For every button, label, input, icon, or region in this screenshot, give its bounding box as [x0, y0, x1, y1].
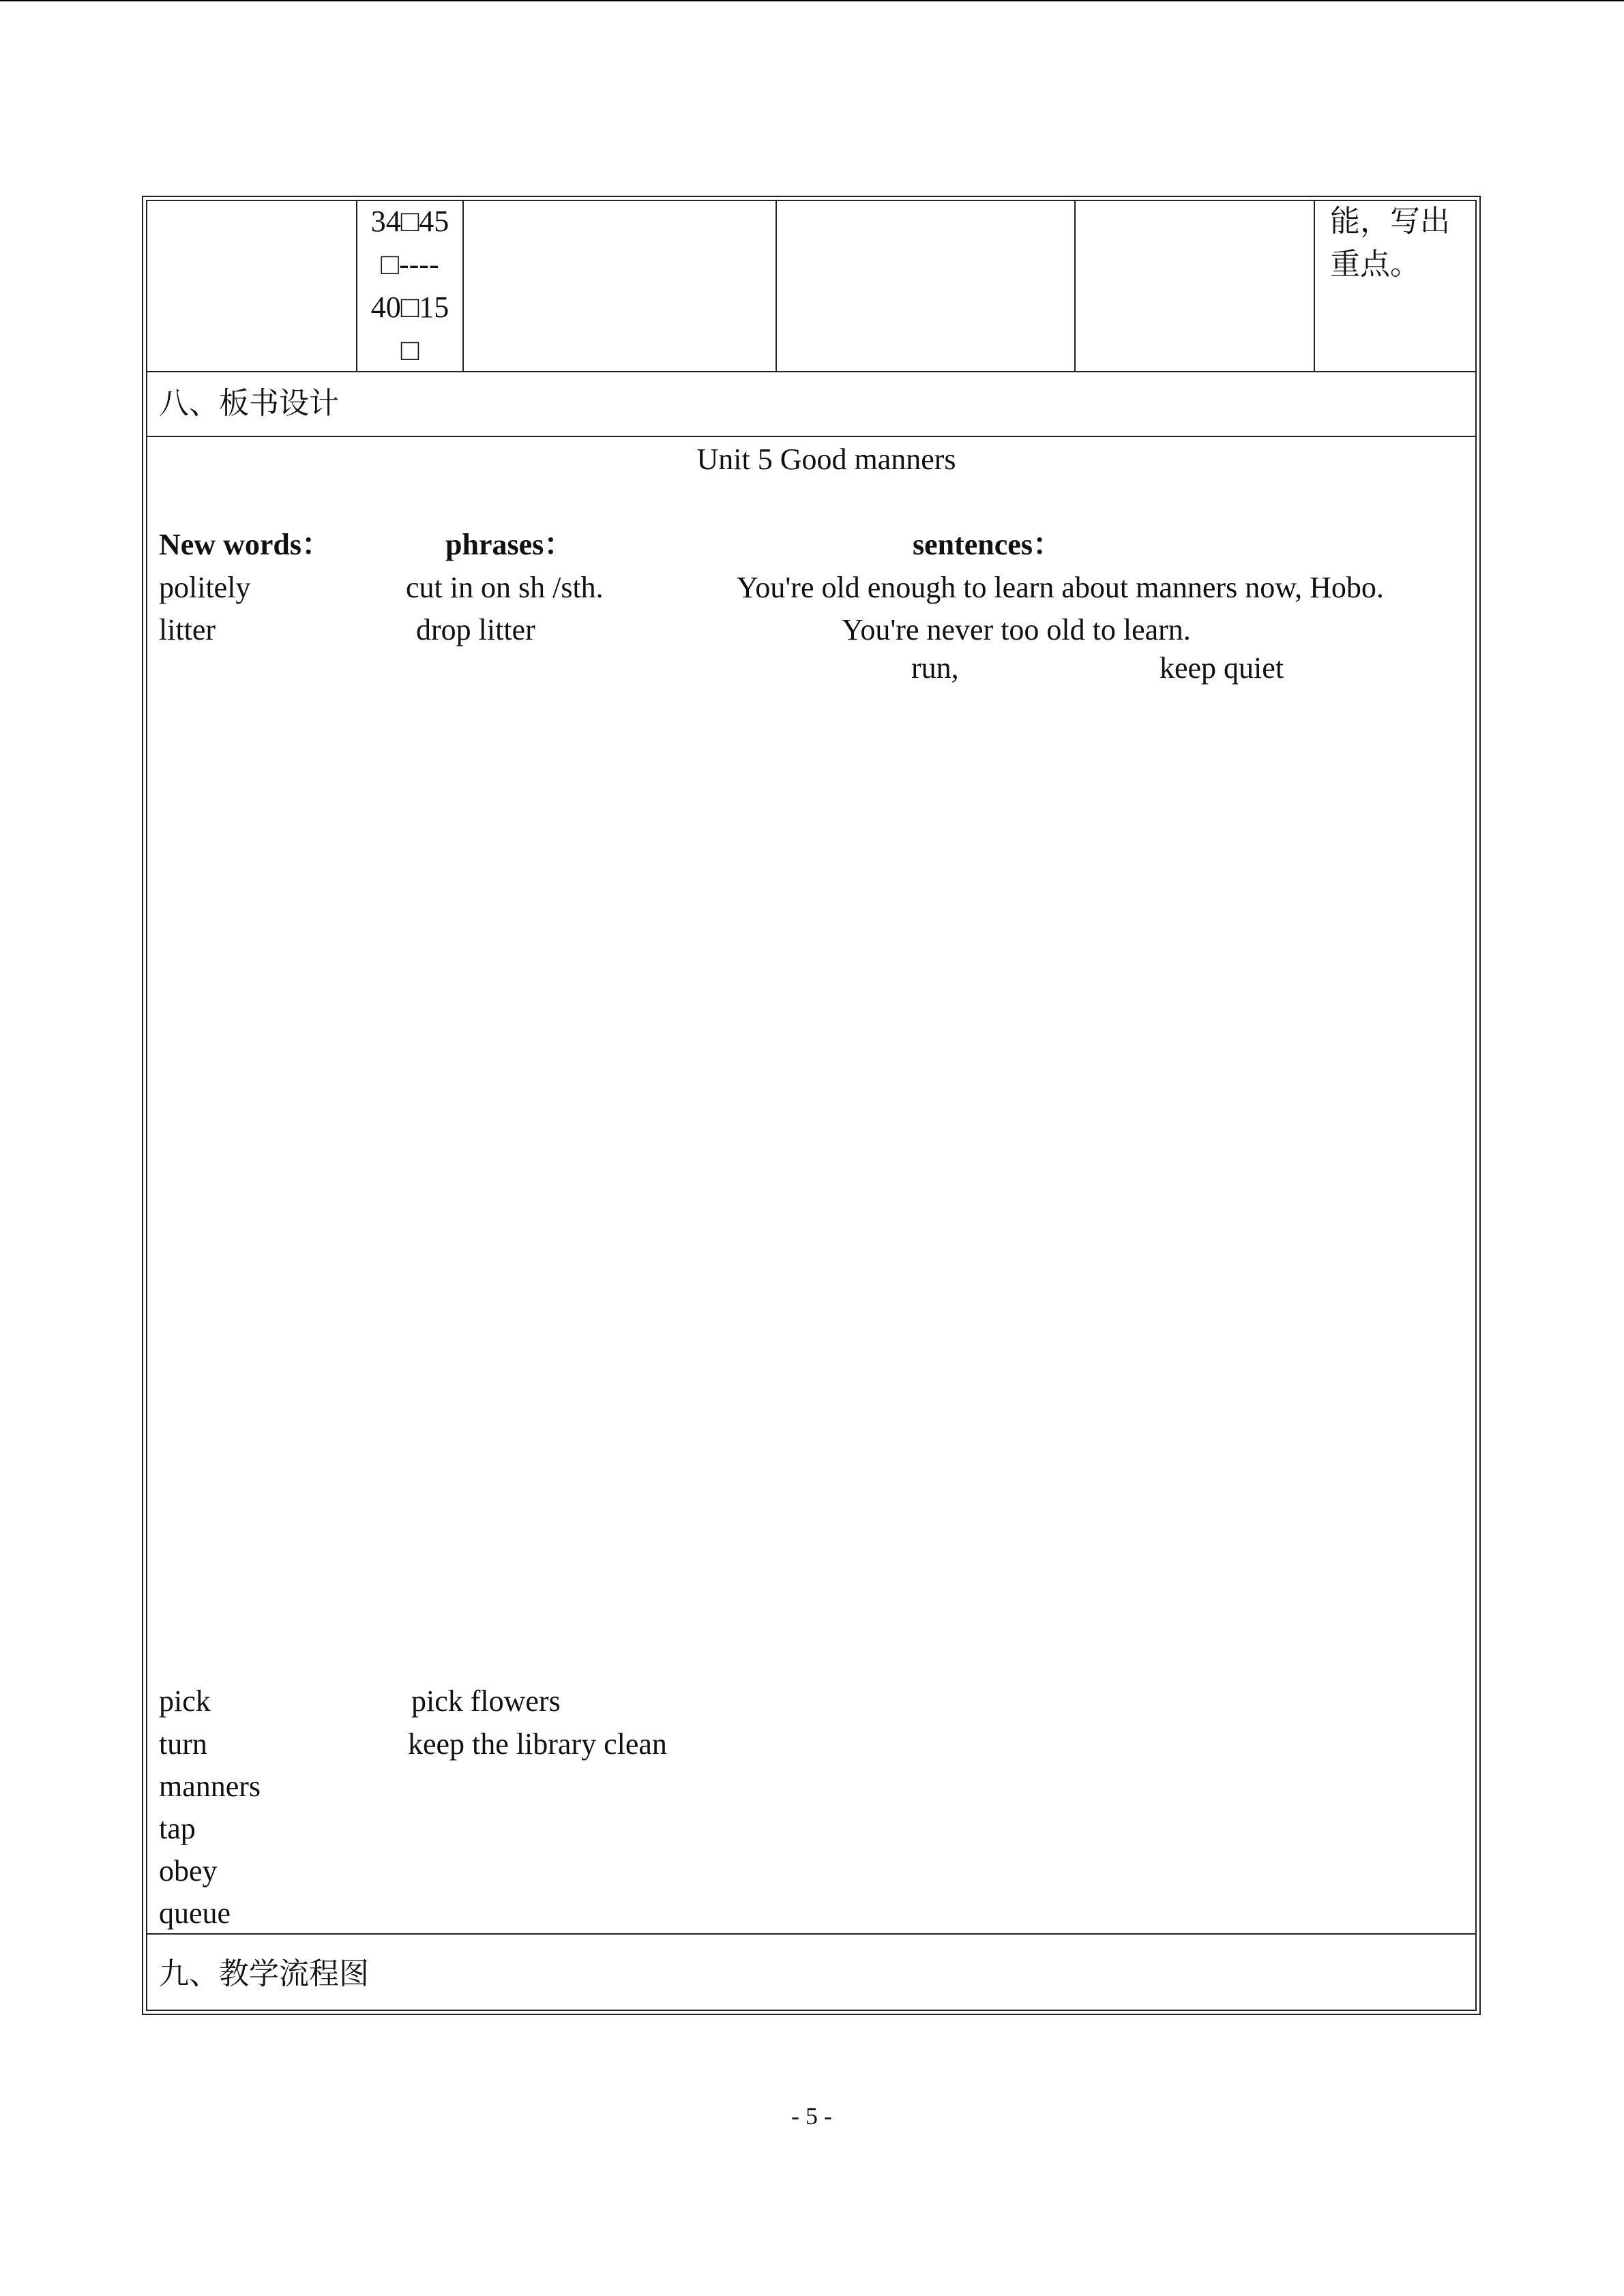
word-item: litter: [159, 613, 216, 646]
section-heading-board-design: 八、板书设计: [159, 386, 339, 421]
time-line: □: [400, 333, 419, 367]
time-line: □----: [381, 248, 439, 281]
row-divider: [146, 1933, 1477, 1935]
word-item: pick: [159, 1684, 211, 1718]
word-item: politely: [159, 571, 251, 604]
section-heading-flowchart: 九、教学流程图: [159, 1956, 369, 1991]
word-item: turn: [159, 1727, 207, 1761]
column-divider: [462, 200, 464, 372]
sentence-item: You're never too old to learn.: [842, 613, 1191, 646]
word-item: obey: [159, 1854, 218, 1888]
word-item: tap: [159, 1812, 196, 1845]
word-item: manners: [159, 1770, 261, 1803]
phrase-item: pick flowers: [411, 1684, 561, 1718]
phrase-item: drop litter: [416, 613, 535, 646]
extra-item: keep quiet: [1160, 651, 1284, 685]
notes-line: 能，写出: [1330, 204, 1450, 239]
board-title: Unit 5 Good manners: [696, 443, 956, 476]
phrase-item: cut in on sh /sth.: [406, 571, 604, 604]
phrase-item: keep the library clean: [408, 1727, 667, 1761]
column-divider: [1074, 200, 1076, 372]
page-number: - 5 -: [791, 2102, 832, 2130]
sentence-item: You're old enough to learn about manners now, Hobo.: [737, 571, 1384, 604]
page-top-border: [0, 0, 1624, 1]
sentences-header: sentences：: [913, 528, 1063, 561]
time-line: 40□15: [370, 290, 449, 324]
row-divider: [146, 436, 1477, 437]
new-words-header: New words：: [159, 528, 331, 561]
column-divider: [776, 200, 777, 372]
phrases-header: phrases：: [445, 528, 574, 561]
word-item: queue: [159, 1896, 231, 1930]
extra-item: run,: [911, 651, 959, 685]
row-divider: [146, 371, 1477, 372]
notes-line: 重点。: [1330, 247, 1420, 282]
column-divider: [1314, 200, 1315, 372]
time-line: 34□45: [370, 205, 449, 238]
